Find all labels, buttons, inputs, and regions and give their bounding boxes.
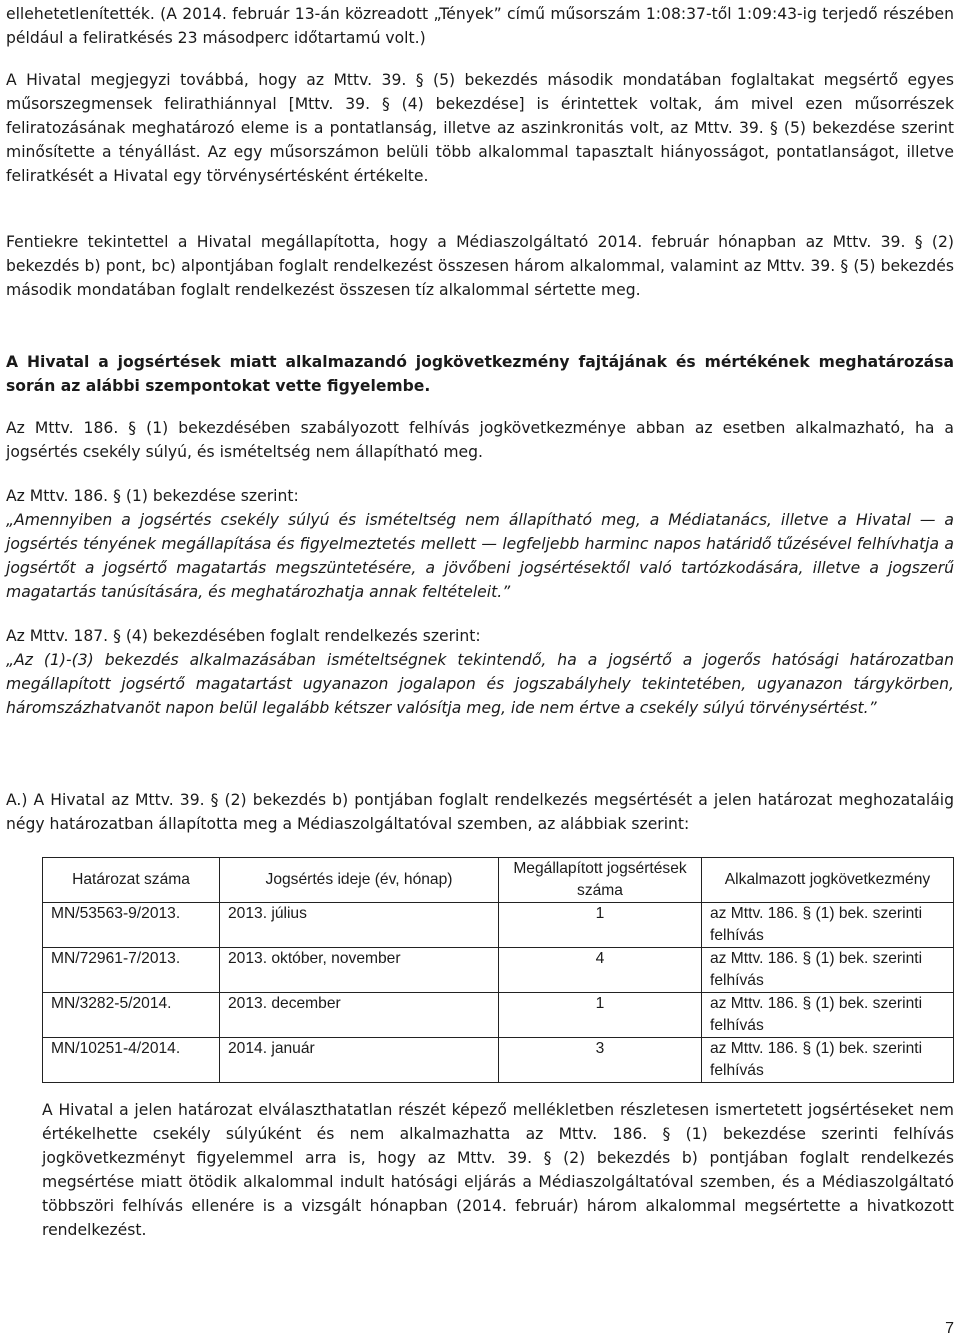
cell-violation-period: 2013. október, november xyxy=(220,948,499,993)
cell-decision-number: MN/72961-7/2013. xyxy=(43,948,220,993)
column-header-decision-number: Határozat száma xyxy=(43,858,220,903)
quote-mttv-186: „Amennyiben a jogsértés csekély súlyú és ismételtség nem állapítható meg, a Médiatanács, illetve a Hivatal — a jogsértés tényének megállapítása és figyelmeztetés mellett — legfeljebb harminc napos határidő tűzésével felhívhatja a jogsértőt a jogsértő magatartás megszüntetésére, a jövőbeni jogsértésektől való tartózkodására, illetve a jogszerű magatartás tanúsítására, és meghatározhatja annak feltételeit.” xyxy=(6,511,954,601)
cell-consequence: az Mttv. 186. § (1) bek. szerinti felhívás xyxy=(702,903,954,948)
prior-decisions-table xyxy=(42,857,954,1083)
cell-consequence: az Mttv. 186. § (1) bek. szerinti felhívás xyxy=(702,948,954,993)
cell-violation-count: 3 xyxy=(499,1038,702,1083)
cell-violation-period: 2014. január xyxy=(220,1038,499,1083)
cell-violation-period: 2013. december xyxy=(220,993,499,1038)
section-heading-legal-consequences: A Hivatal a jogsértések miatt alkalmazandó jogkövetkezmény fajtájának és mértékének meghatározása során az alábbi szempontokat vette figyelembe. xyxy=(6,353,954,395)
cell-violation-period: 2013. július xyxy=(220,903,499,948)
cell-decision-number: MN/10251-4/2014. xyxy=(43,1038,220,1083)
page-number: 7 xyxy=(945,1320,954,1337)
cell-violation-count: 4 xyxy=(499,948,702,993)
paragraph-186-intro: Az Mttv. 186. § (1) bekezdése szerint: xyxy=(6,487,299,505)
paragraph-conclusion-no-warning: A Hivatal a jelen határozat elválaszthatatlan részét képező mellékletben részletesen ismertetett jogsértéseket nem értékelhette csekély súlyúként és nem alkalmazhatta az Mttv. 186. § (1) bekezdése szerinti felhívás jogkövetkezményt figyelemmel arra is, hogy az Mttv. 39. § (2) bekezdés b) pontjában foglalt rendelkezés megsértése miatt ötödik alkalommal indult hatósági eljárás a Médiaszolgáltatóval szemben, és a Médiaszolgáltató többszöri felhívás ellenére is a vizsgált hónapban (2014. február) három alkalommal megsértette a hivatkozott rendelkezést. xyxy=(42,1101,954,1239)
table-row xyxy=(43,948,954,993)
column-header-consequence: Alkalmazott jogkövetkezmény xyxy=(702,858,954,903)
paragraph-187-intro: Az Mttv. 187. § (4) bekezdésében foglalt rendelkezés szerint: xyxy=(6,627,481,645)
cell-violation-count: 1 xyxy=(499,903,702,948)
column-header-violation-period: Jogsértés ideje (év, hónap) xyxy=(220,858,499,903)
cell-violation-count: 1 xyxy=(499,993,702,1038)
column-header-violation-count: Megállapított jogsértések száma xyxy=(499,858,702,903)
paragraph-warning-applicability: Az Mttv. 186. § (1) bekezdésében szabályozott felhívás jogkövetkezménye abban az esetben alkalmazható, ha a jogsértés csekély súlyú, és ismételtség nem állapítható meg. xyxy=(6,419,954,461)
table-row xyxy=(43,1038,954,1083)
cell-decision-number: MN/3282-5/2014. xyxy=(43,993,220,1038)
table-row xyxy=(43,993,954,1038)
cell-consequence: az Mttv. 186. § (1) bek. szerinti felhívás xyxy=(702,1038,954,1083)
paragraph-findings-summary: Fentiekre tekintettel a Hivatal megállapította, hogy a Médiaszolgáltató 2014. február hónapban az Mttv. 39. § (2) bekezdés b) pont, bc) alpontjában foglalt rendelkezést összesen három alkalommal, valamint az Mttv. 39. § (5) bekezdés második mondatában foglalt rendelkezést összesen tíz alkalommal sértette meg. xyxy=(6,233,954,299)
quote-mttv-187: „Az (1)-(3) bekezdés alkalmazásában ismételtségnek tekintendő, ha a jogsértő a jogerős hatósági határozatban megállapított jogsértő magatartást ugyanazon jogalapon és jogszabályhely tekintetében, ugyanazon tárgykörben, háromszázhatvanöt napon belül legalább kétszer valósítja meg, ide nem értve a csekély súlyú törvénysértést.” xyxy=(6,651,954,717)
table-row xyxy=(43,903,954,948)
paragraph-prior-decisions: A.) A Hivatal az Mttv. 39. § (2) bekezdés b) pontjában foglalt rendelkezés megsértését a jelen határozat meghozataláig négy határozatban állapította meg a Médiaszolgáltatóval szemben, az alábbiak szerint: xyxy=(6,791,954,833)
paragraph-subtitle-delay-example: ellehetetlenítették. (A 2014. február 13-án közreadott „Tények” című műsorszám 1:08:37-től 1:09:43-ig terjedő részében például a feliratkésés 23 másodperc időtartamú volt.) xyxy=(6,5,954,47)
paragraph-missing-subtitles-note: A Hivatal megjegyzi továbbá, hogy az Mttv. 39. § (5) bekezdés második mondatában foglaltakat megsértő egyes műsorszegmensek felirathiánnyal [Mttv. 39. § (4) bekezdése] is érintettek voltak, ám mivel ezen műsorrészek feliratozásának meghatározó eleme is a pontatlanság, illetve az aszinkronitás volt, az Mttv. 39. § (5) bekezdése szerint minősítette a tényállást. Az egy műsorszámon belüli több alkalommal tapasztalt hiányosságot, pontatlanságot, illetve feliratkését a Hivatal egy törvénysértésként értékelte. xyxy=(6,71,954,185)
table-header-row xyxy=(43,858,954,903)
cell-decision-number: MN/53563-9/2013. xyxy=(43,903,220,948)
cell-consequence: az Mttv. 186. § (1) bek. szerinti felhívás xyxy=(702,993,954,1038)
